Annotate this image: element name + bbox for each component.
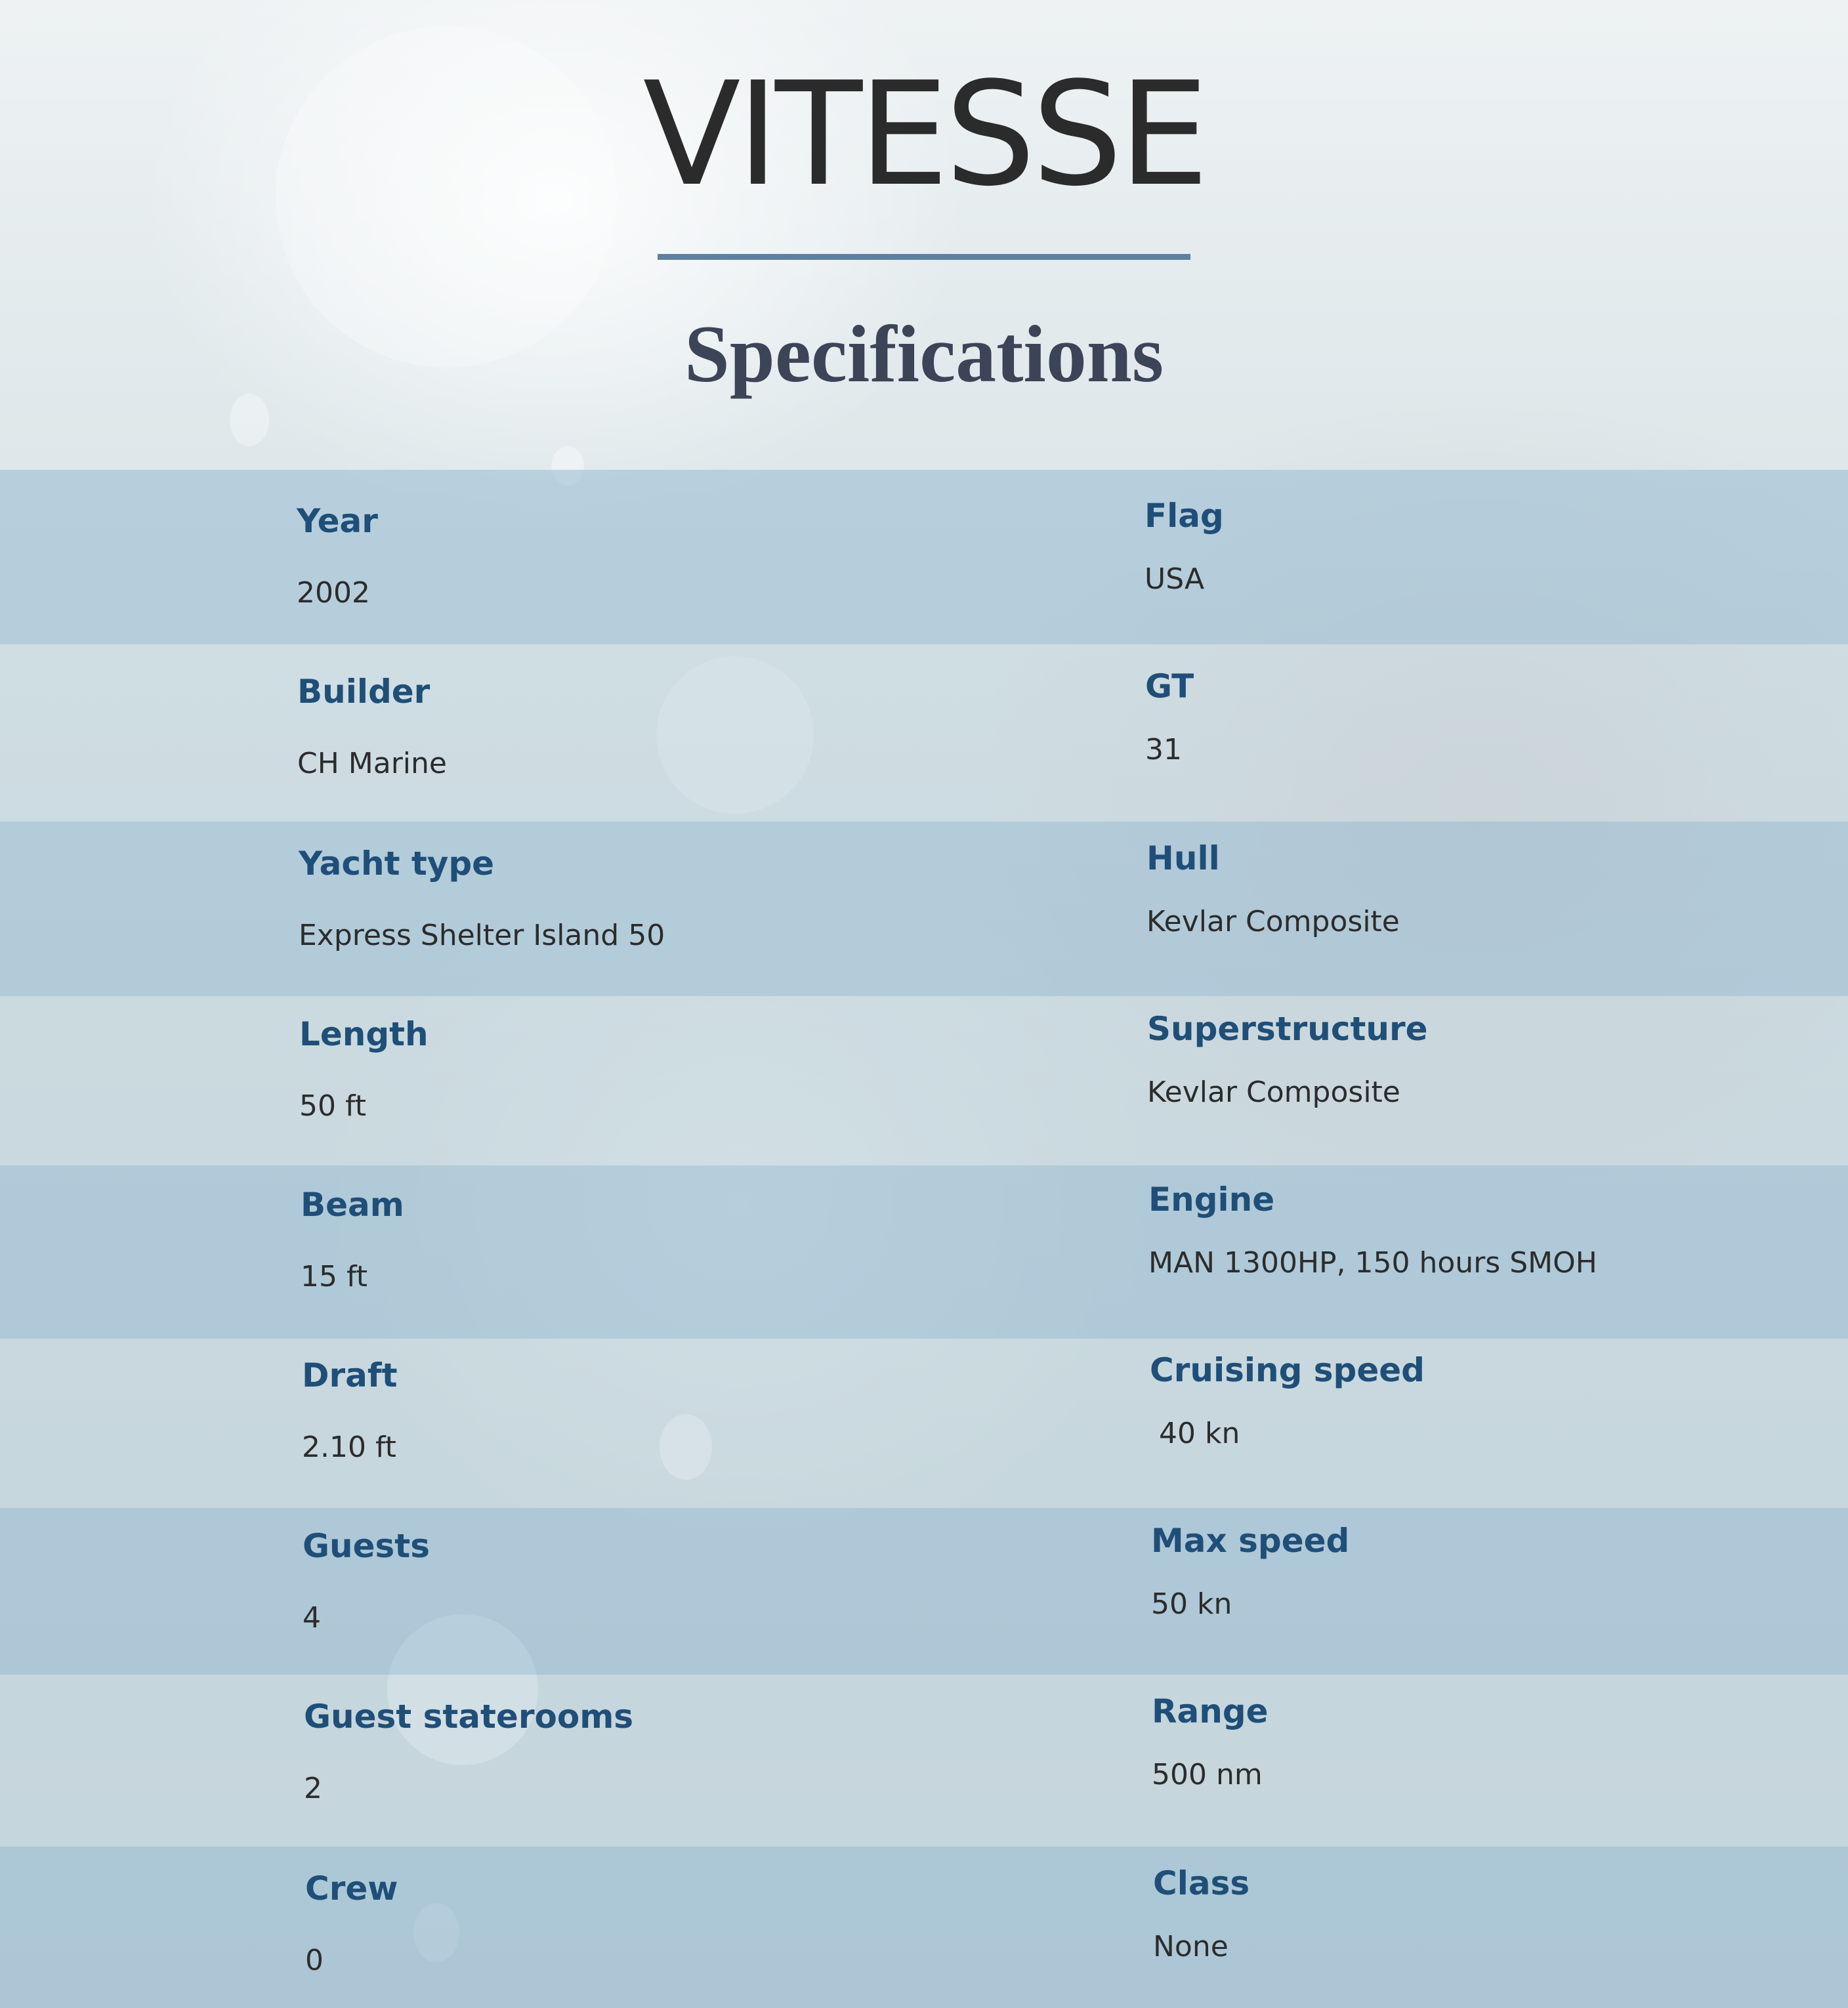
spec-cell-flag bbox=[1144, 496, 1224, 597]
spec-cell-range bbox=[1152, 1692, 1269, 1793]
yacht-name-title: VITESSE bbox=[642, 52, 1206, 218]
spec-cell-draft bbox=[302, 1356, 398, 1465]
spec-cell-guest-staterooms bbox=[304, 1697, 633, 1807]
spec-label: Engine bbox=[1148, 1181, 1275, 1219]
spec-value: 50 kn bbox=[1151, 1587, 1232, 1621]
spec-value: 500 nm bbox=[1152, 1758, 1263, 1791]
spec-label: Length bbox=[299, 1015, 429, 1053]
spec-cell-class bbox=[1153, 1864, 1250, 1965]
spec-cell-length bbox=[299, 1014, 429, 1124]
spec-cell-beam bbox=[301, 1185, 404, 1295]
spec-label: Draft bbox=[302, 1356, 398, 1394]
spec-row bbox=[0, 1165, 1848, 1339]
section-title: Specifications bbox=[684, 309, 1164, 399]
spec-cell-gt bbox=[1145, 667, 1194, 768]
spec-label: Builder bbox=[297, 673, 430, 711]
spec-cell-max-speed bbox=[1151, 1521, 1349, 1622]
spec-label: Class bbox=[1153, 1864, 1250, 1902]
spec-cell-crew bbox=[305, 1869, 398, 1978]
spec-label: Guest staterooms bbox=[304, 1698, 634, 1736]
spec-label: Guests bbox=[303, 1527, 430, 1565]
spec-value: 2002 bbox=[297, 576, 370, 610]
spec-row bbox=[0, 470, 1848, 644]
page-header bbox=[0, 0, 1848, 470]
spec-value: 2.10 ft bbox=[302, 1431, 396, 1464]
title-divider bbox=[658, 254, 1190, 260]
specifications-table bbox=[0, 470, 1848, 2008]
spec-value: 2 bbox=[304, 1772, 322, 1805]
spec-value: MAN 1300HP, 150 hours SMOH bbox=[1148, 1246, 1597, 1280]
spec-row bbox=[0, 1847, 1848, 2008]
spec-row bbox=[0, 822, 1848, 996]
spec-label: Flag bbox=[1144, 497, 1224, 535]
spec-cell-builder bbox=[297, 672, 447, 782]
spec-value: USA bbox=[1144, 562, 1205, 596]
spec-value: None bbox=[1153, 1930, 1228, 1963]
spec-cell-guests bbox=[303, 1526, 430, 1636]
spec-row bbox=[0, 1675, 1848, 1847]
spec-label: Superstructure bbox=[1147, 1010, 1428, 1048]
spec-row bbox=[0, 1508, 1848, 1675]
spec-value: Express Shelter Island 50 bbox=[299, 919, 665, 952]
spec-label: Yacht type bbox=[299, 845, 495, 883]
spec-cell-hull bbox=[1146, 839, 1400, 940]
spec-value: CH Marine bbox=[297, 747, 447, 780]
spec-cell-year bbox=[297, 501, 378, 611]
spec-value: 40 kn bbox=[1150, 1417, 1240, 1450]
spec-value: 4 bbox=[303, 1601, 321, 1635]
spec-value: Kevlar Composite bbox=[1147, 1076, 1400, 1109]
spec-label: Hull bbox=[1146, 839, 1220, 877]
spec-value: Kevlar Composite bbox=[1146, 905, 1400, 938]
spec-label: Cruising speed bbox=[1150, 1351, 1425, 1389]
spec-row bbox=[0, 996, 1848, 1165]
spec-value: 15 ft bbox=[301, 1260, 368, 1293]
spec-cell-superstructure bbox=[1147, 1009, 1428, 1110]
spec-row bbox=[0, 644, 1848, 822]
spec-label: Year bbox=[297, 502, 378, 540]
spec-cell-yacht-type bbox=[299, 844, 665, 953]
spec-value: 31 bbox=[1145, 733, 1182, 766]
spec-label: Crew bbox=[305, 1870, 398, 1908]
spec-label: Beam bbox=[301, 1186, 404, 1224]
spec-cell-engine bbox=[1148, 1180, 1597, 1281]
spec-label: Range bbox=[1152, 1692, 1269, 1730]
spec-value: 50 ft bbox=[299, 1089, 366, 1123]
spec-cell-cruising-speed bbox=[1150, 1350, 1425, 1452]
spec-label: Max speed bbox=[1151, 1522, 1350, 1560]
spec-value: 0 bbox=[305, 1944, 324, 1977]
spec-row bbox=[0, 1339, 1848, 1508]
spec-label: GT bbox=[1145, 667, 1194, 705]
